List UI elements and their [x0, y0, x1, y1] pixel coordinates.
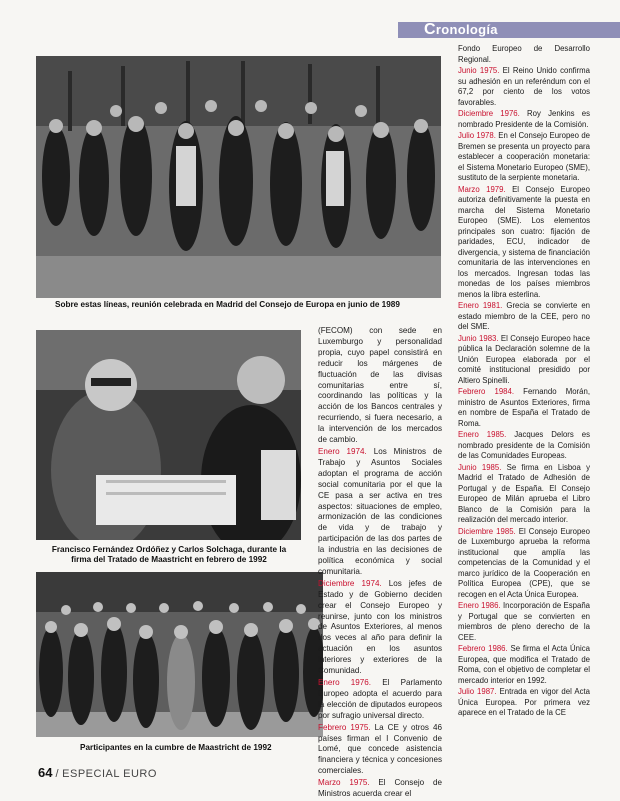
photo-maastricht-summit	[36, 572, 323, 737]
page-folio	[38, 765, 157, 780]
entry-date: Diciembre 1976.	[458, 109, 520, 118]
entry-date: Febrero 1975.	[318, 722, 371, 732]
chronology-right-column	[458, 44, 590, 720]
caption-photo-signing-line2: firma del Tratado de Maastricht en febrero de 1992	[71, 555, 267, 564]
entry-text: La CE y otros 46 países firman el I Convenio de Lomé, que concede asistencia financiera y técnica y concesiones comerciales.	[318, 722, 442, 776]
entry-jul-1987	[458, 687, 590, 719]
entry-date: Marzo 1979.	[458, 184, 506, 194]
entry-text: Incorporación de España y Portugal que se convierten en miembros de pleno derecho de la CEE.	[458, 601, 591, 642]
entry-text: Fernando Morán, ministro de Asuntos Exteriores, firma en nombre de España el Tratado de Roma.	[458, 387, 590, 428]
entry-date: Julio 1987.	[458, 687, 497, 696]
entry-date: Julio 1978.	[458, 131, 496, 140]
entry-text: El Parlamento Europeo adopta el acuerdo para la elección de diputados europeos por sufragio universal directo.	[318, 678, 442, 720]
entry-jan-1986	[458, 601, 590, 643]
entry-text: El Consejo Europeo de Luxemburgo aprueba la reforma institucional que amplía las competencias de la Comunidad y el marco jurídico de la Cooperación en Política Europea (CPE), que se recogen en el Acta Única Europea.	[458, 526, 590, 599]
entry-feb-1984	[458, 387, 590, 429]
entry-feb-1975	[318, 723, 442, 778]
entry-text: (FECOM) con sede en Luxemburgo y personalidad propia, cuyo papel consistirá en reducir los márgenes de fluctuación de las divisas comunitarias entre sí, coordinando las políticas y la acción de los Bancos centrales y recurriendo, si fuera necesario, a la intervención de los mercados de cambio.	[318, 326, 442, 445]
entry-jan-1976	[318, 678, 442, 722]
entry-date: Marzo 1975.	[318, 778, 370, 788]
entry-date: Diciembre 1974.	[318, 578, 382, 588]
entry-text: Grecia se convierte en estado miembro de la CEE, pero no del SME.	[458, 301, 590, 331]
entry-jan-1981	[458, 301, 590, 333]
entry-mar-1975	[318, 778, 442, 800]
entry-feb-1986	[458, 644, 590, 686]
entry-jun-1983	[458, 334, 590, 387]
entry-jun-1975	[458, 66, 590, 108]
photo-maastricht-signing	[36, 330, 301, 540]
entry-date: Febrero 1986.	[458, 644, 508, 653]
section-title-rest: ronología	[435, 22, 498, 37]
entry-dec-1985	[458, 527, 590, 601]
entry-text: Los jefes de Estado y de Gobierno deciden crear el Consejo Europeo y reunirse, junto con los ministros de Asuntos Exteriores, al menos dos veces al año para definir la actuación en los asuntos interiores y exteriores de la Comunidad.	[318, 578, 442, 676]
entry-text: El Consejo Europeo hace pública la Declaración solemne de la Unión Europea elaborada por el comité institucional presidido por Altiero Spinelli.	[458, 333, 590, 385]
entry-text: Los Ministros de Trabajo y Asuntos Sociales adoptan el programa de acción social comunitaria por el que la CE pasa a ser activa en tres aspectos: situaciones de empleo, armonización de las condiciones de vida y de trabajo y participación de las dos partes de la industria en las decisiones de política económica y social comunitaria.	[318, 446, 442, 576]
entry-jan-1985	[458, 430, 590, 462]
entry-date: Enero 1974.	[318, 446, 367, 456]
entry-jun-1985	[458, 463, 590, 526]
entry-date: Enero 1976.	[318, 678, 372, 687]
folio-separator: /	[55, 768, 60, 780]
caption-photo-signing	[40, 545, 298, 565]
entry-mar-1979	[458, 185, 590, 301]
entry-fecom	[318, 326, 442, 446]
entry-dec-1974	[318, 579, 442, 677]
entry-date: Junio 1983.	[458, 333, 499, 343]
caption-photo-signing-line1: Francisco Fernández Ordóñez y Carlos Solchaga, durante la	[51, 545, 287, 554]
entry-dec-1976	[458, 109, 590, 130]
entry-text: En el Consejo Europeo de Bremen se presenta un proyecto para establecer a cooperación monetaria: el Sistema Monetario Europeo (SME), sustituto de la serpiente monetaria.	[458, 131, 590, 182]
entry-date: Febrero 1984.	[458, 387, 514, 396]
photo-madrid-council	[36, 56, 441, 298]
entry-text: Entrada en vigor del Acta Única Europea. Por primera vez aparece en el Tratado de la CE	[458, 687, 590, 717]
entry-text: El Consejo Europeo autoriza definitivamente la puesta en marcha del Sistema Monetario Europeo (SME). Los elementos principales son cuatro: fijación de paridades, ECU, indicador de divergencia, y sistema de financiación comunitaria de las intervenciones en los mercados. Ingresan todas las monedas de los países miembros menos la libra esterlina.	[458, 184, 590, 299]
entry-text: Roy Jenkins es nombrado Presidente de la Comisión.	[458, 109, 590, 129]
entry-text: Jacques Delors es nombrado presidente de la Comisión de las Comunidades Europeas.	[458, 430, 591, 460]
entry-text: El Consejo de Ministros acuerda crear el	[318, 778, 442, 799]
entry-jul-1978	[458, 131, 590, 184]
entry-feder	[458, 44, 590, 65]
caption-photo-madrid: Sobre estas líneas, reunión celebrada en Madrid del Consejo de Europa en junio de 1989	[55, 300, 400, 309]
entry-text: El Reino Unido confirma su adhesión en un referéndum con el 67,2 por ciento de los votos favorables.	[458, 66, 590, 107]
entry-text: Se firma el Acta Única Europea, que modifica el Tratado de Roma, con el objetivo de completar el mercado interior en 1992.	[458, 644, 590, 685]
section-title	[424, 21, 498, 39]
entry-date: Junio 1975.	[458, 66, 500, 75]
entry-date: Enero 1986.	[458, 601, 501, 610]
section-title-initial: C	[424, 21, 436, 38]
chronology-middle-column	[318, 326, 442, 801]
section-name: ESPECIAL EURO	[62, 768, 157, 780]
entry-jan-1974	[318, 447, 442, 578]
entry-text: Se firma en Lisboa y Madrid el Tratado de Adhesión de Portugal y de España. El Consejo Europeo de Milán aprueba el Libro Blanco de la Comisión para la realización del mercado interior.	[458, 462, 590, 524]
entry-date: Enero 1981.	[458, 301, 503, 310]
page-number: 64	[38, 765, 53, 780]
entry-date: Junio 1985.	[458, 462, 502, 472]
entry-date: Enero 1985.	[458, 430, 507, 439]
entry-text: Fondo Europeo de Desarrollo Regional.	[458, 44, 590, 64]
caption-photo-summit: Participantes en la cumbre de Maastricht de 1992	[80, 743, 272, 752]
entry-date: Diciembre 1985.	[458, 526, 516, 536]
